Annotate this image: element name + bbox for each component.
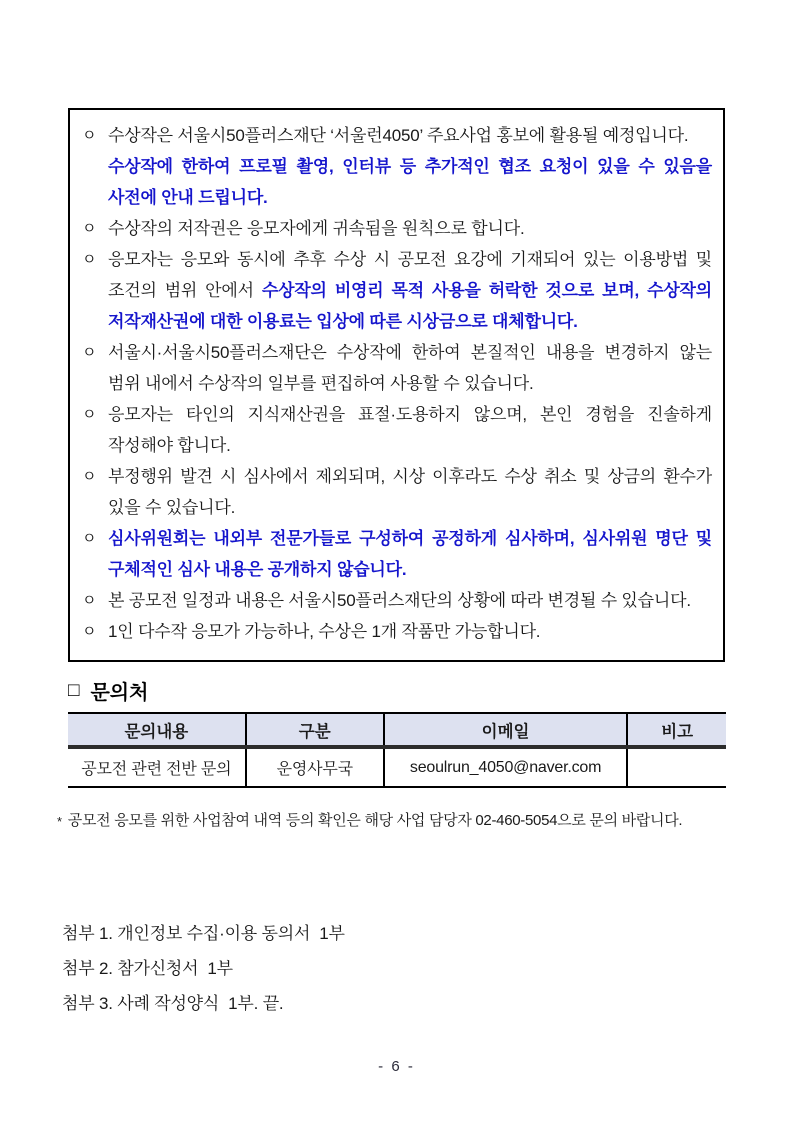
body-text: 응모자는 타인의 지식재산권을 표절·도용하지 않으며, 본인 경험을 진솔하게 작성해야 합니다. <box>108 405 712 455</box>
notice-item-text <box>108 461 712 523</box>
emphasis-text: 수상작에 한하여 프로필 촬영, 인터뷰 등 추가적인 협조 요청이 있을 수 있음을 사전에 안내 드립니다. <box>108 157 712 207</box>
body-text: 수상작의 저작권은 응모자에게 귀속됨을 원칙으로 합니다. <box>108 219 525 238</box>
notice-item <box>82 461 712 523</box>
emphasis-text: 수상작의 비영리 목적 사용을 허락한 것으로 보며, 수상작의 저작재산권에 대한 이용료는 입상에 따른 시상금으로 대체합니다. <box>108 281 712 331</box>
table-row <box>68 747 726 787</box>
body-text: 1인 다수작 응모가 가능하나, 수상은 1개 작품만 가능합니다. <box>108 622 541 641</box>
column-header: 이메일 <box>384 713 627 747</box>
notice-item-text <box>108 523 712 585</box>
attachment-line: 첨부 2. 참가신청서 1부 <box>62 959 233 978</box>
table-cell: seoulrun_4050@naver.com <box>384 747 627 787</box>
notice-item <box>82 399 712 461</box>
notice-item <box>82 523 712 585</box>
bullet-circle: ㅇ <box>82 623 97 640</box>
body-text: 수상작은 서울시50플러스재단 ‘서울런4050’ 주요사업 홍보에 활용될 예정입니다. <box>108 126 689 145</box>
bullet-circle: ㅇ <box>82 251 97 268</box>
section-heading-label: 문의처 <box>90 682 149 704</box>
bullet-circle: ㅇ <box>82 220 97 237</box>
column-header: 구분 <box>246 713 384 747</box>
notice-item <box>82 120 712 213</box>
attachment-line: 첨부 1. 개인정보 수집·이용 동의서 1부 <box>62 924 345 943</box>
notice-list <box>82 120 712 647</box>
notice-item-text <box>108 399 712 461</box>
notice-item <box>82 244 712 337</box>
bullet-circle: ㅇ <box>82 592 97 609</box>
square-bullet-icon: □ <box>68 679 80 701</box>
notice-item <box>82 585 712 616</box>
notice-item-text <box>108 213 712 244</box>
bullet-circle: ㅇ <box>82 344 97 361</box>
table-cell: 운영사무국 <box>246 747 384 787</box>
table-cell: 공모전 관련 전반 문의 <box>81 761 232 778</box>
column-header: 문의내용 <box>124 722 189 741</box>
asterisk-marker: * <box>57 814 62 829</box>
notice-item-text <box>108 244 712 337</box>
body-text: 부정행위 발견 시 심사에서 제외되며, 시상 이후라도 수상 취소 및 상금의 환수가 있을 수 있습니다. <box>108 467 712 517</box>
column-header: 비고 <box>627 713 726 747</box>
footnote <box>57 810 739 834</box>
notice-item-text <box>108 337 712 399</box>
notice-item <box>82 213 712 244</box>
attachment-line: 첨부 3. 사례 작성양식 1부. 끝. <box>62 994 284 1013</box>
notice-item <box>82 337 712 399</box>
footnote-text: 공모전 응모를 위한 사업참여 내역 등의 확인은 해당 사업 담당자 02-460-5054으로 문의 바랍니다. <box>67 812 683 829</box>
notice-item-text <box>108 120 712 213</box>
bullet-circle: ㅇ <box>82 406 97 423</box>
body-text: 본 공모전 일정과 내용은 서울시50플러스재단의 상황에 따라 변경될 수 있습니다. <box>108 591 691 610</box>
notice-item-text <box>108 616 712 647</box>
notice-item-text <box>108 585 712 616</box>
attachments <box>62 916 345 1021</box>
notice-box <box>68 108 725 662</box>
contact-table-body <box>68 747 726 787</box>
body-text: 서울시·서울시50플러스재단은 수상작에 한하여 본질적인 내용을 변경하지 않는 범위 내에서 수상작의 일부를 편집하여 사용할 수 있습니다. <box>108 343 712 393</box>
page-number: - 6 - <box>378 1058 415 1075</box>
bullet-circle: ㅇ <box>82 127 97 144</box>
notice-item <box>82 616 712 647</box>
contact-table-header-row <box>68 713 726 747</box>
bullet-circle: ㅇ <box>82 468 97 485</box>
table-cell <box>627 747 726 787</box>
body-text: 응모자는 응모와 동시에 추후 수상 시 공모전 요강에 기재되어 있는 이용방법 및 조건의 범위 안에서 <box>108 250 712 300</box>
bullet-circle: ㅇ <box>82 530 97 547</box>
section-heading-contact <box>68 676 148 705</box>
contact-table <box>68 712 726 788</box>
emphasis-text: 심사위원회는 내외부 전문가들로 구성하여 공정하게 심사하며, 심사위원 명단 및 구체적인 심사 내용은 공개하지 않습니다. <box>108 529 712 579</box>
